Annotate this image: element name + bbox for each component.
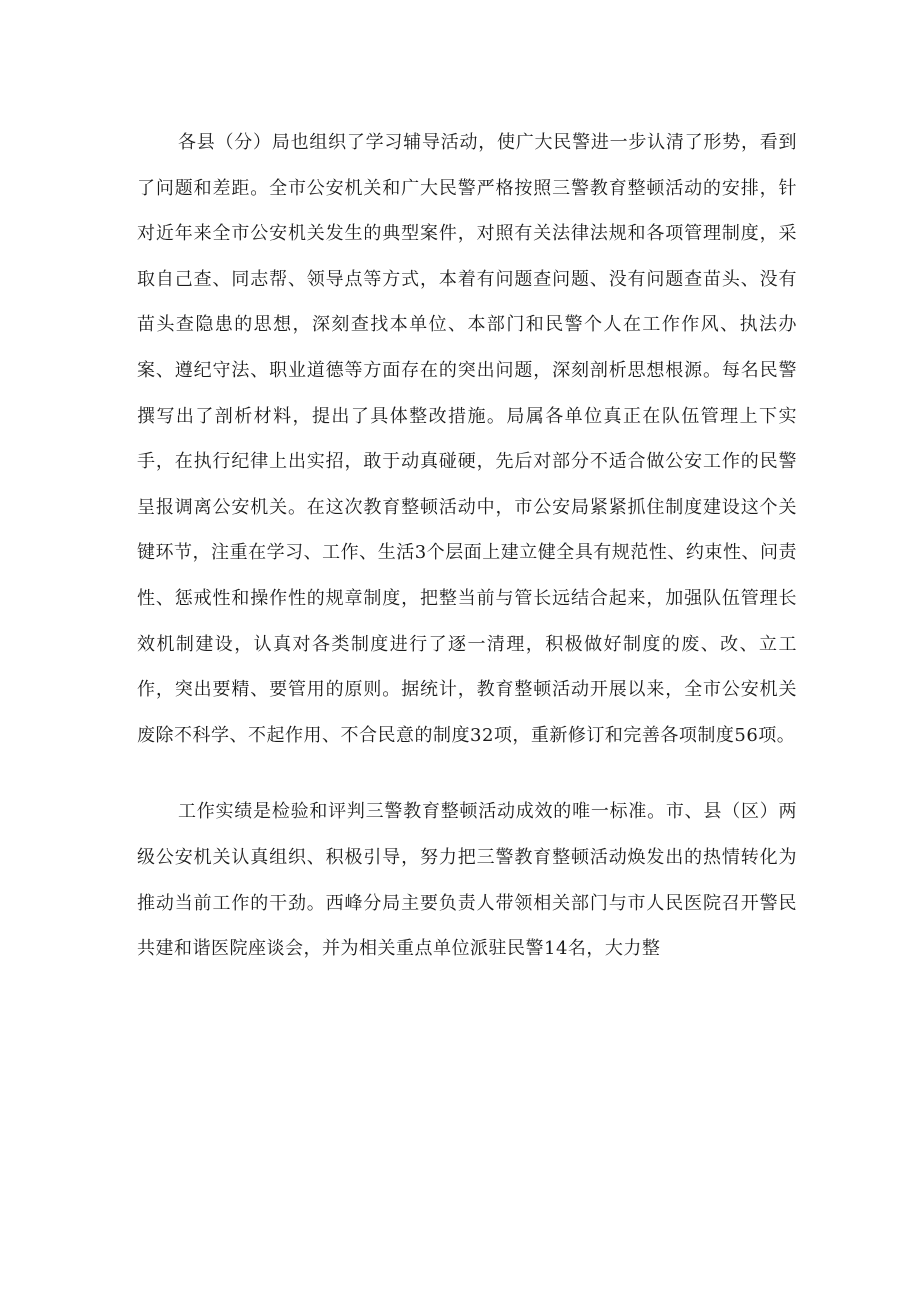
paragraph-work-achievements: 工作实绩是检验和评判三警教育整顿活动成效的唯一标准。市、县（区）两级公安机关认真组织、积极引导，努力把三警教育整顿活动焕发出的热情转化为推动当前工作的干劲。西峰分局主要负责人带领相关部门与市人民医院召开警民共建和谐医院座谈会，并为相关重点单位派驻民警14名，大力整 — [137, 801, 797, 960]
paragraph-education-rectification: 各县（分）局也组织了学习辅导活动，使广大民警进一步认清了形势，看到了问题和差距。全市公安机关和广大民警严格按照三警教育整顿活动的安排，针对近年来全市公安机关发生的典型案件，对照有关法律法规和各项管理制度，采取自己查、同志帮、领导点等方式，本着有问题查问题、没有问题查苗头、没有苗头查隐患的思想，深刻查找本单位、本部门和民警个人在工作作风、执法办案、遵纪守法、职业道德等方面存在的突出问题，深刻剖析思想根源。每名民警撰写出了剖析材料，提出了具体整改措施。局属各单位真正在队伍管理上下实手，在执行纪律上出实招，敢于动真碰硬，先后对部分不适合做公安工作的民警呈报调离公安机关。在这次教育整顿活动中，市公安局紧紧抓住制度建设这个关键环节，注重在学习、工作、生活3个层面上建立健全具有规范性、约束性、问责性、惩戒性和操作性的规章制度，把整当前与管长远结合起来，加强队伍管理长效机制建设，认真对各类制度进行了逐一清理，积极做好制度的废、改、立工作，突出要精、要管用的原则。据统计，教育整顿活动开展以来，全市公安机关废除不科学、不起作用、不合民意的制度32项，重新修订和完善各项制度56项。 — [137, 132, 797, 746]
document-page — [137, 120, 797, 972]
